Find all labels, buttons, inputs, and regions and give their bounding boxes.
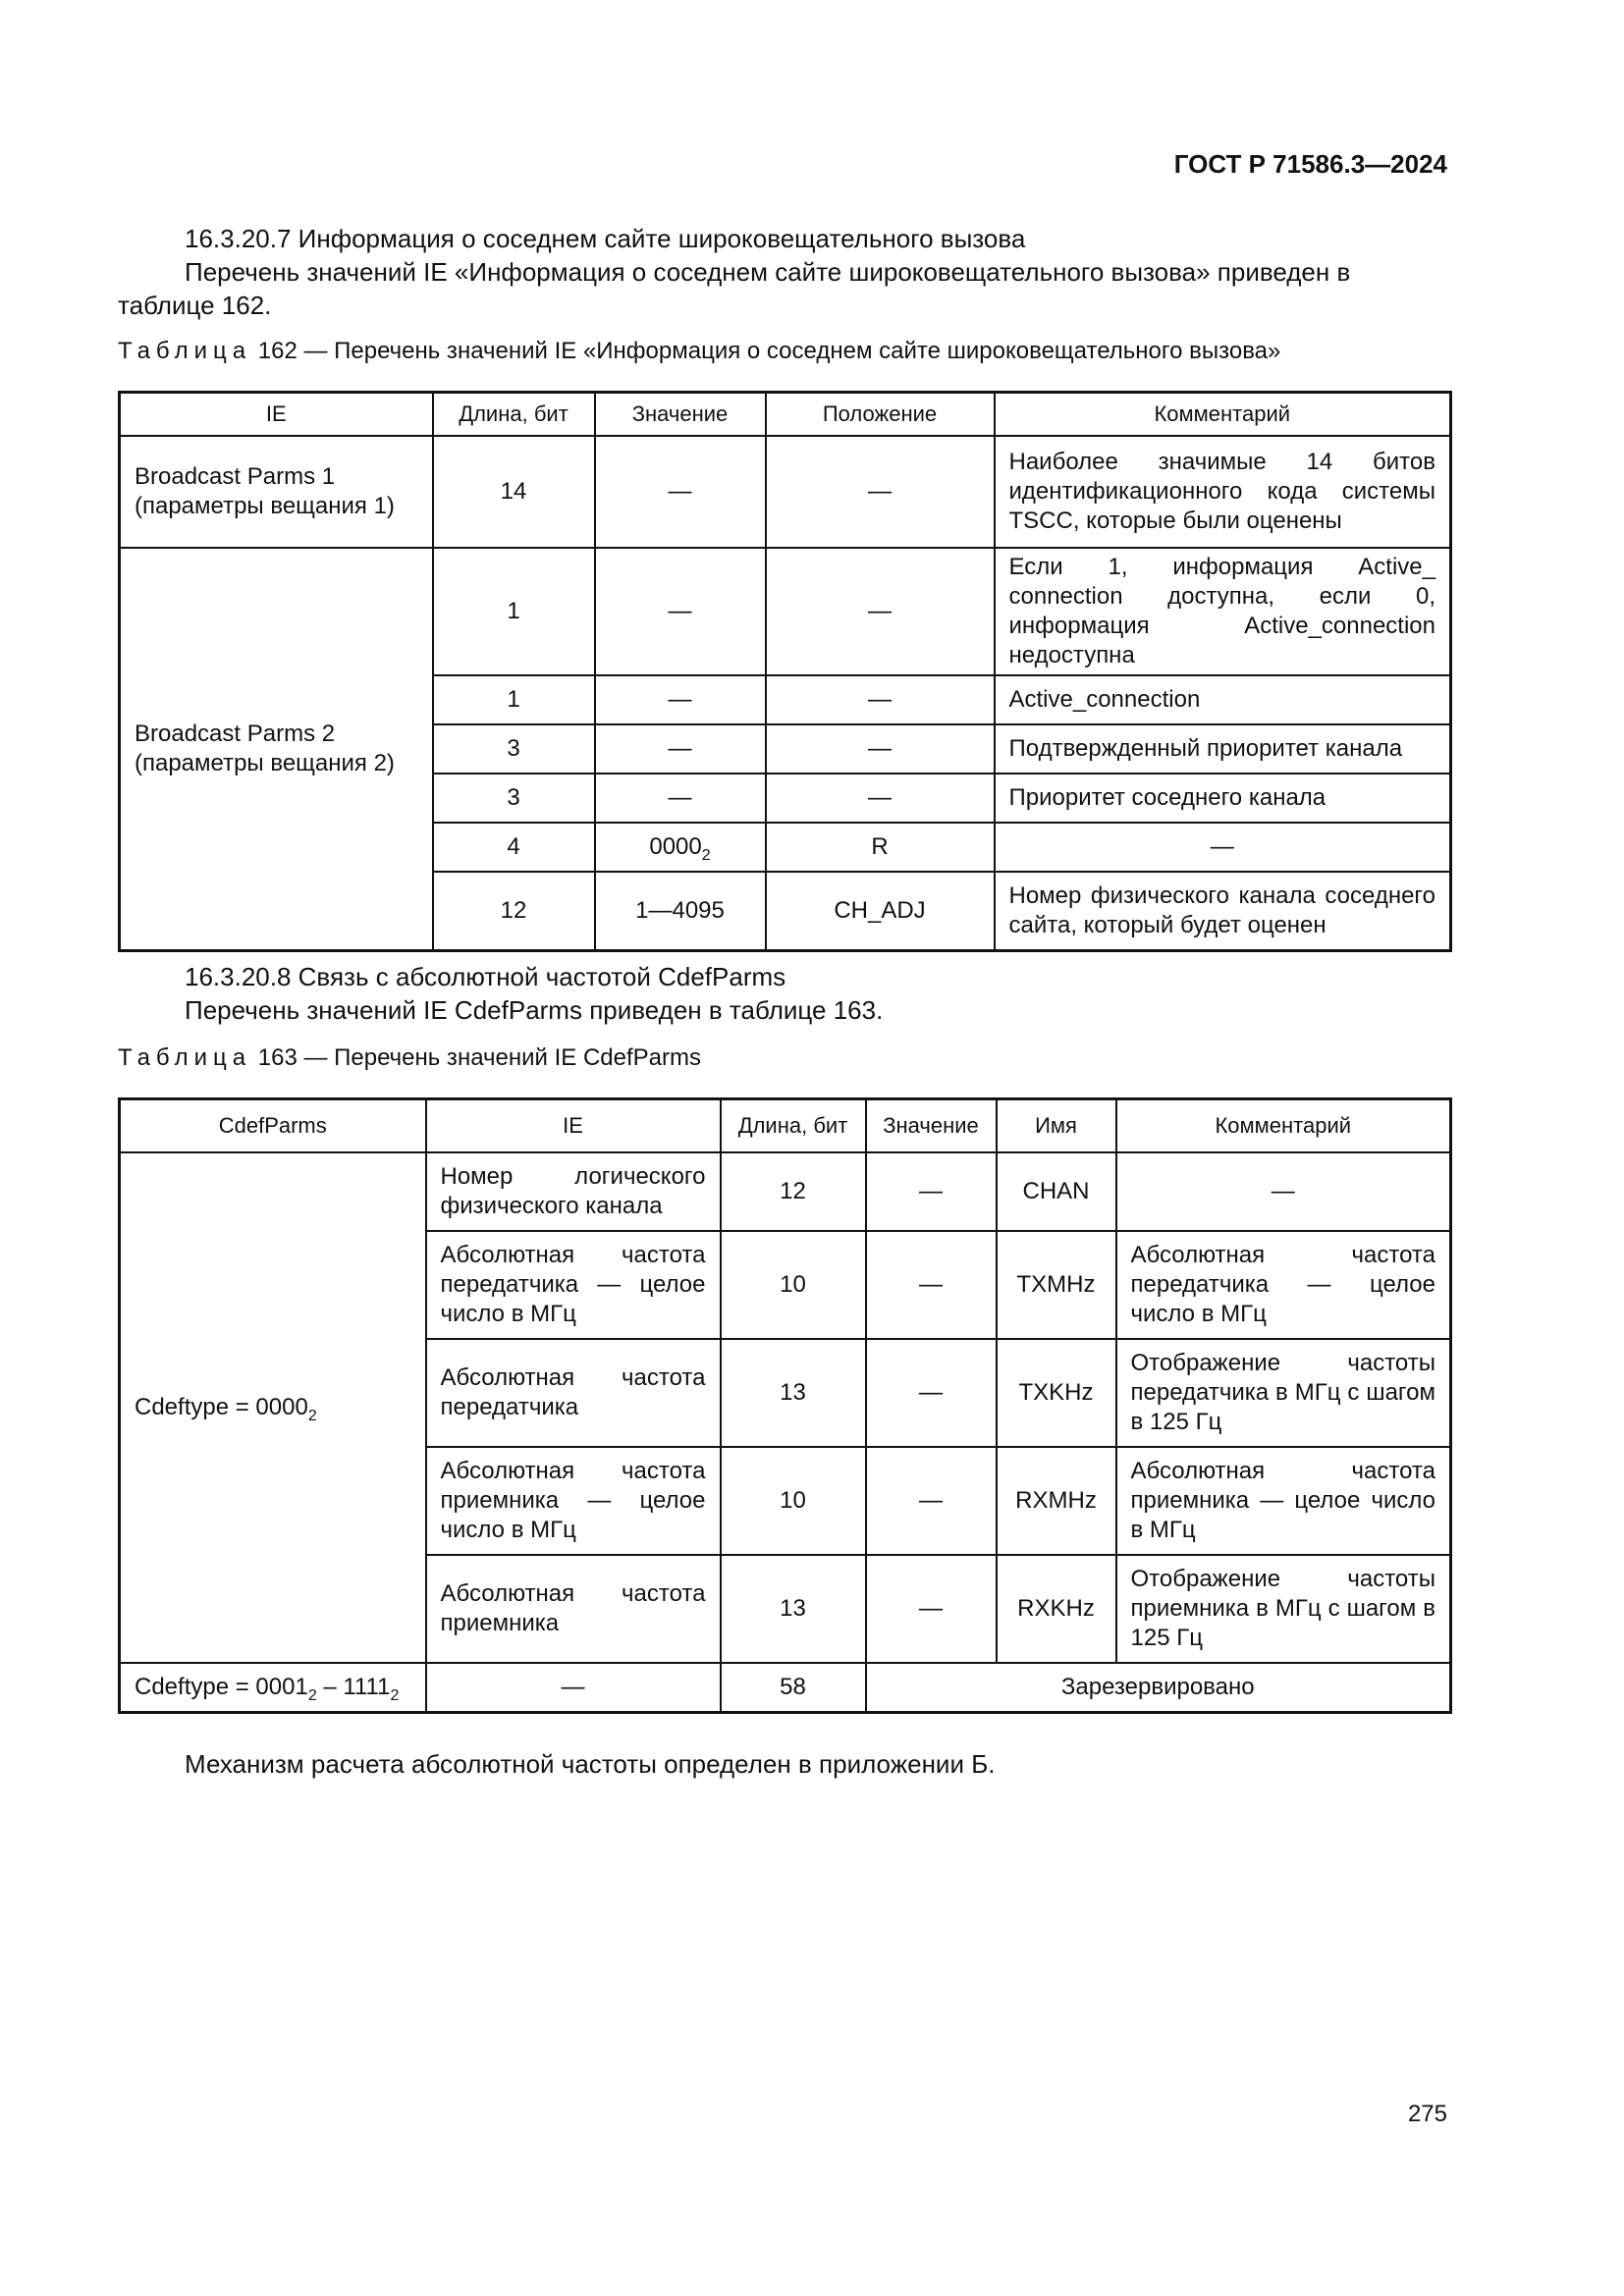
value-cell: — <box>595 436 766 548</box>
length-cell: 1 <box>433 675 595 724</box>
cdeftype-subscript: 2 <box>390 1686 400 1704</box>
table-163 <box>118 1097 1452 1714</box>
caption-text: 163 — Перечень значений IE CdefParms <box>257 1044 701 1071</box>
value-text: 0000 <box>649 833 702 860</box>
ie-cell: Номер логического физического канала <box>426 1152 721 1231</box>
comment-cell: Номер физического канала соседнего сайта, который будет оценен <box>995 872 1451 950</box>
ie-cell: Broadcast Parms 2 (параметры вещания 2) <box>120 548 433 950</box>
page-number: 275 <box>1407 2101 1447 2127</box>
section-text: Перечень значений IE «Информация о соседнем сайте широковещательного вызова» приведен в таблице 162. <box>118 257 1351 320</box>
header-cell: Имя <box>997 1099 1116 1153</box>
comment-cell: — <box>1116 1152 1451 1231</box>
table-162 <box>118 391 1452 952</box>
value-cell: 1—4095 <box>595 872 766 950</box>
value-cell: — <box>595 724 766 774</box>
section-16-3-20-7 <box>118 222 1443 322</box>
table-header-row <box>120 393 1451 437</box>
cdeftype-subscript: 2 <box>307 1408 317 1424</box>
header-cell: Длина, бит <box>433 393 595 437</box>
caption-label: Таблица <box>118 338 252 364</box>
header-cell: CdefParms <box>120 1099 426 1153</box>
length-cell: 13 <box>721 1339 866 1447</box>
value-cell: — <box>595 548 766 675</box>
position-cell: CH_ADJ <box>766 872 995 950</box>
value-cell: — <box>595 774 766 823</box>
comment-cell: Отображение частоты приемника в МГц с шагом в 125 Гц <box>1116 1555 1451 1663</box>
document-code: ГОСТ Р 71586.3—2024 <box>1173 149 1447 179</box>
value-cell: — <box>866 1231 997 1339</box>
ie-cell: Broadcast Parms 1 (параметры вещания 1) <box>120 436 433 548</box>
table-row <box>120 1663 1451 1712</box>
comment-cell: Подтвержденный приоритет канала <box>995 724 1451 774</box>
cdeftype-text: Cdeftype = 0000 <box>135 1394 308 1420</box>
comment-cell: Если 1, информация Active_ connection доступна, если 0, информация Active_connection недоступна <box>995 548 1451 675</box>
name-cell: TXMHz <box>997 1231 1116 1339</box>
footer-paragraph <box>118 1747 1443 1781</box>
position-cell: — <box>766 436 995 548</box>
position-cell: — <box>766 548 995 675</box>
header-cell: Значение <box>866 1099 997 1153</box>
cdefparms-cell <box>120 1663 426 1712</box>
reserved-cell: Зарезервировано <box>866 1663 1451 1712</box>
value-cell: — <box>595 675 766 724</box>
section-16-3-20-8 <box>118 960 1443 1027</box>
name-cell: RXMHz <box>997 1447 1116 1555</box>
position-cell: — <box>766 724 995 774</box>
caption-text: 162 — Перечень значений IE «Информация о соседнем сайте широковещательного вызова» <box>257 338 1281 364</box>
name-cell: RXKHz <box>997 1555 1116 1663</box>
cdeftype-text: Cdeftype = 0001 <box>135 1673 308 1700</box>
header-cell: Комментарий <box>1116 1099 1451 1153</box>
table-row <box>120 436 1451 548</box>
cdefparms-cell <box>120 1152 426 1663</box>
position-cell: R <box>766 823 995 872</box>
footer-text: Механизм расчета абсолютной частоты определен в приложении Б. <box>185 1749 996 1779</box>
name-cell: CHAN <box>997 1152 1116 1231</box>
ie-cell: — <box>426 1663 721 1712</box>
ie-cell: Абсолютная частота приемника <box>426 1555 721 1663</box>
header-cell: Комментарий <box>995 393 1451 437</box>
cdeftype-range: – 1111 <box>316 1673 391 1700</box>
header-cell: Значение <box>595 393 766 437</box>
cdeftype-subscript: 2 <box>307 1686 317 1704</box>
length-cell: 3 <box>433 724 595 774</box>
length-cell: 10 <box>721 1447 866 1555</box>
comment-cell: Отображение частоты передатчика в МГц с шагом в 125 Гц <box>1116 1339 1451 1447</box>
section-heading: 16.3.20.7 Информация о соседнем сайте широковещательного вызова <box>185 224 1026 253</box>
position-cell: — <box>766 774 995 823</box>
value-cell: — <box>866 1152 997 1231</box>
caption-label: Таблица <box>118 1044 252 1071</box>
name-cell: TXKHz <box>997 1339 1116 1447</box>
header-cell: Длина, бит <box>721 1099 866 1153</box>
value-cell: — <box>866 1447 997 1555</box>
length-cell: 58 <box>721 1663 866 1712</box>
section-text: Перечень значений IE CdefParms приведен в таблице 163. <box>185 995 884 1025</box>
ie-cell: Абсолютная частота приемника — целое число в МГц <box>426 1447 721 1555</box>
table-row <box>120 1152 1451 1231</box>
table-row <box>120 548 1451 675</box>
section-heading: 16.3.20.8 Связь с абсолютной частотой CdefParms <box>185 962 786 991</box>
ie-cell: Абсолютная частота передатчика <box>426 1339 721 1447</box>
length-cell: 13 <box>721 1555 866 1663</box>
header-cell: Положение <box>766 393 995 437</box>
header-cell: IE <box>426 1099 721 1153</box>
value-cell <box>595 823 766 872</box>
value-subscript: 2 <box>701 847 711 864</box>
value-cell: — <box>866 1339 997 1447</box>
ie-cell: Абсолютная частота передатчика — целое число в МГц <box>426 1231 721 1339</box>
length-cell: 12 <box>721 1152 866 1231</box>
table-header-row <box>120 1099 1451 1153</box>
comment-cell: Наиболее значимые 14 битов идентификационного кода системы TSCC, которые были оценены <box>995 436 1451 548</box>
length-cell: 1 <box>433 548 595 675</box>
header-cell: IE <box>120 393 433 437</box>
length-cell: 14 <box>433 436 595 548</box>
value-cell: — <box>866 1555 997 1663</box>
comment-cell: Приоритет соседнего канала <box>995 774 1451 823</box>
comment-cell: Active_connection <box>995 675 1451 724</box>
comment-cell: — <box>995 823 1451 872</box>
comment-cell: Абсолютная частота передатчика — целое число в МГц <box>1116 1231 1451 1339</box>
table-162-caption <box>118 338 1280 365</box>
comment-cell: Абсолютная частота приемника — целое число в МГц <box>1116 1447 1451 1555</box>
length-cell: 10 <box>721 1231 866 1339</box>
position-cell: — <box>766 675 995 724</box>
table-163-caption <box>118 1044 701 1072</box>
length-cell: 3 <box>433 774 595 823</box>
length-cell: 4 <box>433 823 595 872</box>
length-cell: 12 <box>433 872 595 950</box>
